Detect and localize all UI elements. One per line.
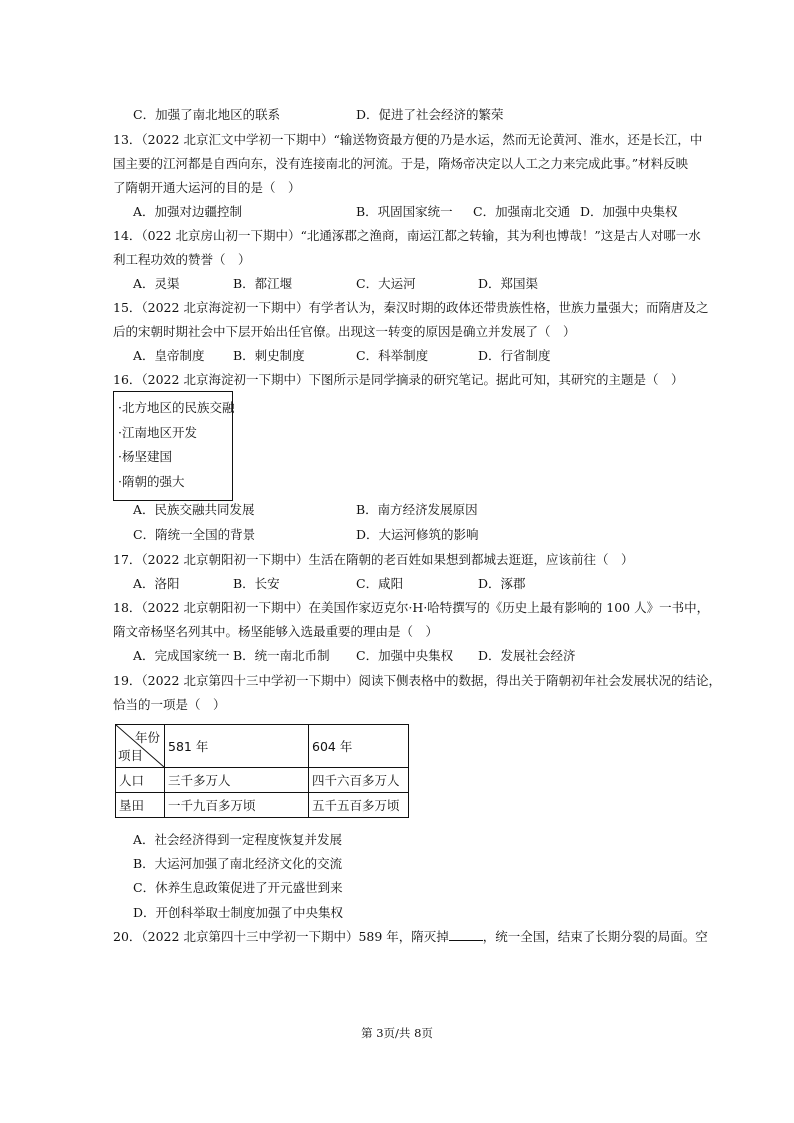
q18-stem-line-1: 18．（2022 北京朝阳初一下期中）在美国作家迈克尔·H·哈特撰写的《历史上最有影响的 100 人》一书中， bbox=[113, 600, 710, 615]
q20-suffix: ，统一全国，结束了长期分裂的局面。空 bbox=[482, 929, 708, 944]
q13-option-a: A．加强对边疆控制 bbox=[133, 204, 243, 219]
page-number-footer: 第 3页/共 8页 bbox=[361, 1026, 433, 1040]
q20-prefix: 20．（2022 北京第四十三中学初一下期中）589 年，隋灭掉 bbox=[113, 929, 449, 944]
q17-option-d: D．涿郡 bbox=[478, 576, 526, 591]
q13-stem-line-2: 国主要的江河都是自西向东，没有连接南北的河流。于是，隋炀帝决定以人工之力来完成此事。”材料反映 bbox=[113, 156, 689, 171]
q13-stem-line-1: 13．（2022 北京汇文中学初一下期中）“输送物资最方便的乃是水运，然而无论黄河、淮水，还是长江，中 bbox=[113, 132, 703, 147]
q13-stem-line-3: 了隋朝开通大运河的目的是（ ） bbox=[113, 180, 301, 195]
cell-population-581: 三千多万人 bbox=[165, 768, 309, 793]
q16-research-notes-box bbox=[113, 391, 233, 501]
q16-note-1: ·北方地区的民族交融 bbox=[118, 400, 235, 415]
q18-option-a: A．完成国家统一 bbox=[133, 648, 230, 663]
q16-option-a: A．民族交融共同发展 bbox=[133, 502, 255, 517]
q20-stem-line-1 bbox=[113, 928, 708, 946]
q18-stem-line-2: 隋文帝杨坚名列其中。杨坚能够入选最重要的理由是（ ） bbox=[113, 624, 439, 639]
q18-option-c: C．加强中央集权 bbox=[356, 648, 454, 663]
q19-stem-line-1: 19．（2022 北京第四十三中学初一下期中）阅读下侧表格中的数据，得出关于隋朝初年社会发展状况的结论， bbox=[113, 673, 721, 688]
q18-option-d: D．发展社会经济 bbox=[478, 648, 576, 663]
q15-option-a: A．皇帝制度 bbox=[133, 348, 205, 363]
q18-option-b: B．统一南北币制 bbox=[233, 648, 330, 663]
q19-option-a: A．社会经济得到一定程度恢复并发展 bbox=[133, 832, 343, 847]
q19-option-b: B．大运河加强了南北经济文化的交流 bbox=[133, 856, 343, 871]
year-header-581: 581 年 bbox=[165, 725, 309, 768]
q15-option-c: C．科举制度 bbox=[356, 348, 429, 363]
year-header-604: 604 年 bbox=[309, 725, 409, 768]
q15-option-d: D．行省制度 bbox=[478, 348, 551, 363]
q19-stem-line-2: 恰当的一项是（ ） bbox=[113, 697, 226, 712]
q13-option-d: D．加强中央集权 bbox=[580, 204, 678, 219]
q17-option-c: C．咸阳 bbox=[356, 576, 404, 591]
q16-note-3: ·杨坚建国 bbox=[118, 449, 172, 464]
q12-option-d: D．促进了社会经济的繁荣 bbox=[356, 107, 504, 122]
q14-option-a: A．灵渠 bbox=[133, 276, 180, 291]
q17-stem-line-1: 17．（2022 北京朝阳初一下期中）生活在隋朝的老百姓如果想到都城去逛逛，应该前往（ ） bbox=[113, 552, 634, 567]
q16-option-b: B．南方经济发展原因 bbox=[356, 502, 478, 517]
corner-item-label: 项目 bbox=[118, 748, 144, 763]
q19-data-table bbox=[115, 724, 409, 818]
cell-farmland-581: 一千九百多万顷 bbox=[165, 793, 309, 818]
q13-option-c: C．加强南北交通 bbox=[473, 204, 571, 219]
table-row bbox=[116, 793, 409, 818]
row-label-farmland: 垦田 bbox=[116, 793, 165, 818]
q20-fill-blank[interactable] bbox=[449, 928, 483, 941]
q15-stem-line-2: 后的宋朝时期社会中下层开始出任官僚。出现这一转变的原因是确立并发展了（ ） bbox=[113, 324, 576, 339]
table-row bbox=[116, 768, 409, 793]
cell-farmland-604: 五千五百多万顷 bbox=[309, 793, 409, 818]
q15-stem-line-1: 15．（2022 北京海淀初一下期中）有学者认为，秦汉时期的政体还带贵族性格，世族力量强大；而隋唐及之 bbox=[113, 300, 709, 315]
q12-option-c: C．加强了南北地区的联系 bbox=[133, 107, 281, 122]
corner-year-label: 年份 bbox=[134, 730, 160, 745]
q15-option-b: B．刺史制度 bbox=[233, 348, 305, 363]
table-corner-cell bbox=[116, 725, 165, 768]
cell-population-604: 四千六百多万人 bbox=[309, 768, 409, 793]
table-header-row bbox=[116, 725, 409, 768]
q16-note-2: ·江南地区开发 bbox=[118, 424, 197, 440]
q14-stem-line-2: 利工程功效的赞誉（ ） bbox=[113, 252, 251, 267]
q14-option-b: B．都江堰 bbox=[233, 276, 293, 291]
q14-option-d: D．郑国渠 bbox=[478, 276, 539, 291]
q16-option-c: C．隋统一全国的背景 bbox=[133, 527, 256, 542]
q19-option-c: C．休养生息政策促进了开元盛世到来 bbox=[133, 880, 343, 895]
q16-note-4: ·隋朝的强大 bbox=[118, 473, 185, 489]
q17-option-b: B．长安 bbox=[233, 576, 280, 591]
q16-stem-line-1: 16．（2022 北京海淀初一下期中）下图所示是同学摘录的研究笔记。据此可知，其研究的主题是（ ） bbox=[113, 372, 684, 387]
q13-option-b: B．巩固国家统一 bbox=[356, 204, 453, 219]
q14-option-c: C．大运河 bbox=[356, 276, 416, 291]
q16-option-d: D．大运河修筑的影响 bbox=[356, 527, 479, 542]
q19-option-d: D．开创科举取士制度加强了中央集权 bbox=[133, 905, 344, 920]
q14-stem-line-1: 14．（022 北京房山初一下期中）“北通涿郡之渔商，南运江都之转输，其为利也博哉！”这是古人对哪一水 bbox=[113, 228, 701, 243]
q17-option-a: A．洛阳 bbox=[133, 576, 180, 591]
row-label-population: 人口 bbox=[116, 768, 165, 793]
